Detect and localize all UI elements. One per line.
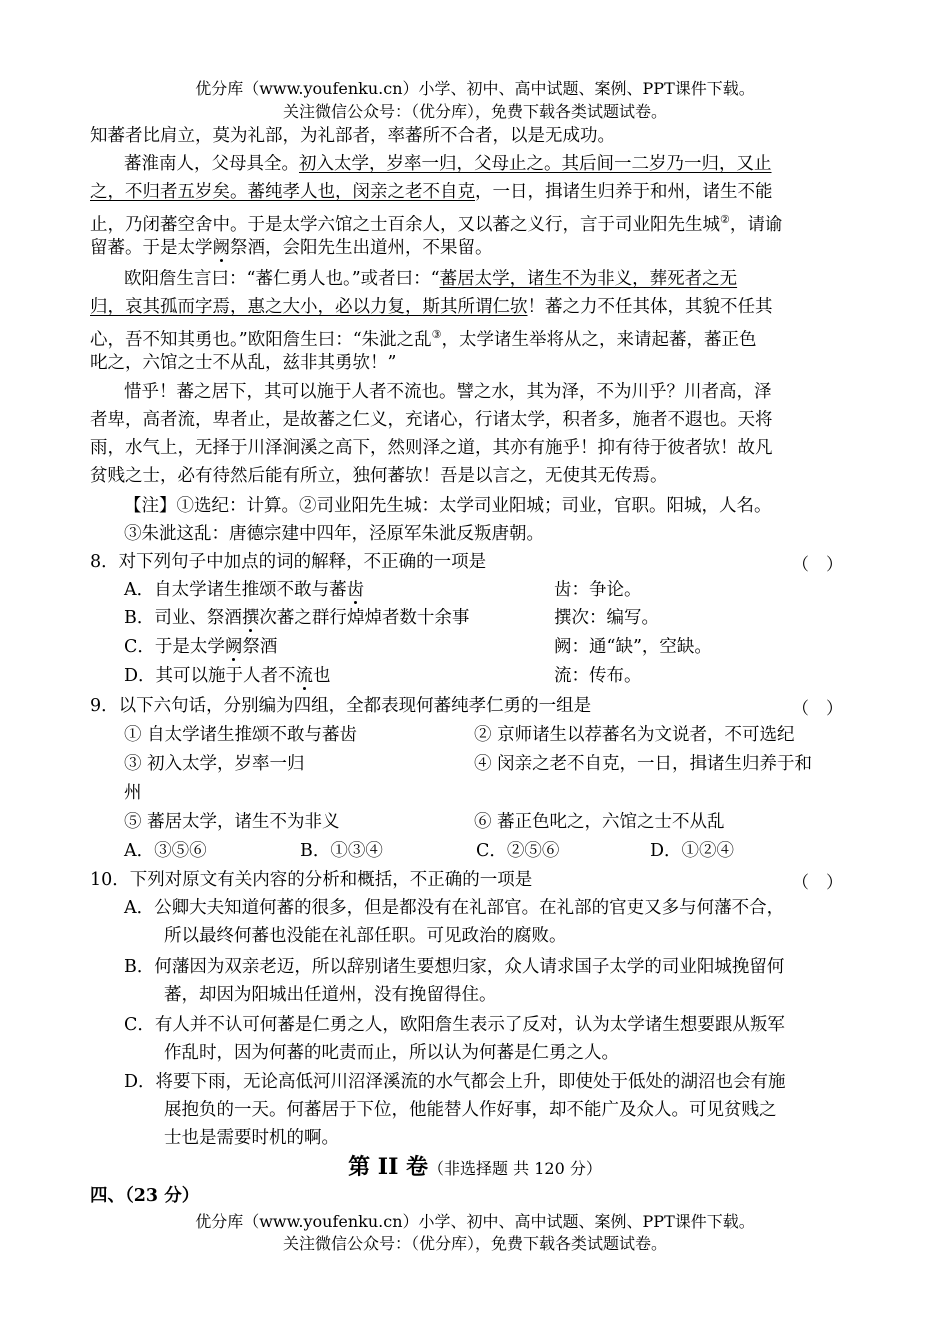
q10-option-d-line3: 士也是需要时机的啊。 <box>164 1128 339 1148</box>
q10-option-c-line1: C．有人并不认可何蕃是仁勇之人，欧阳詹生表示了反对，认为太学诸生想要跟从叛军 <box>124 1015 785 1035</box>
q10-option-a-line1: A．公卿大夫知道何蕃的很多，但是都没有在礼部官。在礼部的官吏又多与何藩不合， <box>124 898 785 918</box>
q9-item-6: ⑥ 蕃正色叱之，六馆之士不从乱 <box>474 812 725 832</box>
q9-item-4-cont: 州 <box>124 783 142 803</box>
q8-c-text2: 祭酒 <box>242 637 278 657</box>
p2-a: 欧阳詹生言曰：“蕃仁勇人也。”或者曰：“ <box>124 269 440 289</box>
q8-d-text2: 也 <box>313 666 331 686</box>
passage-p3-line1: 惜乎！蕃之居下，其可以施于人者不流也。譬之水，其为泽，不为川乎？川者高，泽 <box>124 382 772 402</box>
passage-p1-line2 <box>90 180 773 204</box>
q10-stem: 10．下列对原文有关内容的分析和概括，不正确的一项是 <box>90 870 533 890</box>
q8-b-text2: 次蕃之群行焯焯者数十余事 <box>259 608 470 628</box>
p1-g2: 祭酒，会阳先生出道州，不果留。 <box>230 238 493 258</box>
q10-option-d-line2: 展抱负的一天。何蕃居于下位，他能替人作好事，却不能广及众人。可见贫贱之 <box>164 1100 777 1120</box>
p2-d: ！蕃之力不任其体，其貌不任其 <box>527 297 773 317</box>
q8-stem: 8．对下列句子中加点的词的解释，不正确的一项是 <box>90 552 487 572</box>
q8-option-c-explain: 阙：通“缺”，空缺。 <box>554 637 712 657</box>
footer-line-1: 优分库（www.youfenku.cn）小学、初中、高中试题、案例、PPT课件下载。 <box>195 1212 755 1231</box>
q9-option-a[interactable]: A．③⑤⑥ <box>124 841 207 861</box>
passage-p3-line3: 雨，水气上，无择于川泽涧溪之高下，然则泽之道，其亦有施乎！抑有待于彼者欤！故凡 <box>90 438 773 458</box>
q8-d-dot-word: 流 <box>295 666 314 686</box>
passage-p2-line4: 叱之，六馆之士不从乱，兹非其勇欤！” <box>90 353 397 373</box>
q9-option-c[interactable]: C．②⑤⑥ <box>476 841 560 861</box>
p1-c: 之，不归者五岁矣。蕃纯孝人也，闵亲之老不自克 <box>90 182 475 202</box>
header-line-2: 关注微信公众号：（优分库），免费下载各类试题试卷。 <box>282 102 667 121</box>
q8-option-d-explain: 流：传布。 <box>554 666 642 686</box>
q8-d-text1: D．其可以施于人者不 <box>124 666 296 686</box>
p2-b: 蕃居太学，诸生不为非义，葬死者之无 <box>439 269 738 289</box>
q8-a-text: A．自太学诸生推颂不敢与蕃 <box>124 580 347 600</box>
p1-b: 初入太学，岁率一归，父母止之。其后间一二岁乃一归，又止 <box>299 154 772 174</box>
q8-b-dot-word: 撰 <box>241 608 260 628</box>
p1-d: ，一日，揖诸生归养于和州，诸生不能 <box>475 182 773 202</box>
section-2-heading <box>0 1155 950 1181</box>
q9-item-4: ④ 闵亲之老不自克，一日，揖诸生归养于和 <box>474 754 813 774</box>
passage-p2-line3 <box>90 323 757 352</box>
header-line-1: 优分库（www.youfenku.cn）小学、初中、高中试题、案例、PPT课件下载。 <box>195 79 755 98</box>
p1-f: ，请谕 <box>729 214 783 235</box>
q10-option-a-line2: 所以最终何蕃也没能在礼部任职。可见政治的腐败。 <box>164 926 567 946</box>
p1-dot-word: 阙 <box>212 238 230 258</box>
q9-option-b[interactable]: B．①③④ <box>300 841 383 861</box>
p1-a: 蕃淮南人，父母具全。 <box>124 154 299 174</box>
q9-item-3: ③ 初入太学，岁率一归 <box>124 754 305 774</box>
q8-a-dot-word: 齿 <box>346 580 365 600</box>
q9-stem: 9．以下六句话，分别编为四组，全都表现何蕃纯孝仁勇的一组是 <box>90 696 592 716</box>
q10-option-b-line1: B．何藩因为双亲老迈，所以辞别诸生要想归家，众人请求国子太学的司业阳城挽留何 <box>124 957 785 977</box>
section-2-subtitle: （非选择题 共 120 分） <box>428 1159 602 1178</box>
p1-sup: ② <box>720 213 730 226</box>
note-line-1: 【注】①选纪：计算。②司业阳先生城：太学司业阳城；司业，官职。阳城，人名。 <box>124 496 772 516</box>
q10-answer-paren[interactable]: （ ） <box>792 873 843 893</box>
q8-option-a-explain: 齿：争论。 <box>554 580 642 600</box>
q8-option-c <box>124 635 277 659</box>
passage-p3-line2: 者卑，高者流，卑者止，是故蕃之仁义，充诸心，行诸太学，积者多，施者不遐也。天将 <box>90 410 773 430</box>
q8-option-b <box>124 606 469 630</box>
p2-c: 归，哀其孤而字焉，惠之大小，必以力复，斯其所谓仁欤 <box>90 297 528 317</box>
q8-c-dot-word: 阙 <box>224 637 243 657</box>
section-2-title: 第 II 卷 <box>348 1154 429 1180</box>
passage-p3-line4: 贫贱之士，必有待然后能有所立，独何蕃欤！吾是以言之，无使其无传焉。 <box>90 466 668 486</box>
q8-c-text1: C．于是太学 <box>124 637 225 657</box>
part-4-heading: 四、（23 分） <box>90 1186 200 1206</box>
q8-option-b-explain: 撰次：编写。 <box>554 608 659 628</box>
passage-p0: 知蕃者比肩立，莫为礼部，为礼部者，率蕃所不合者，以是无成功。 <box>90 126 615 146</box>
p1-e: 止，乃闭蕃空舍中。于是太学六馆之士百余人，又以蕃之义行，言于司业阳先生城 <box>90 214 720 235</box>
note-line-2: ③朱泚这乱：唐德宗建中四年，泾原军朱泚反叛唐朝。 <box>124 524 544 544</box>
p1-g1: 留蕃。于是太学 <box>90 238 213 258</box>
q9-item-2: ② 京师诸生以荐蕃名为文说者，不可选纪 <box>474 725 795 745</box>
q9-item-1: ① 自太学诸生推颂不敢与蕃齿 <box>124 725 358 745</box>
q10-option-b-line2: 蕃，却因为阳城出任道州，没有挽留得住。 <box>164 985 497 1005</box>
q8-option-a <box>124 578 364 602</box>
passage-p1-line1 <box>124 152 772 176</box>
q9-item-5: ⑤ 蕃居太学，诸生不为非义 <box>124 812 340 832</box>
q9-option-d[interactable]: D．①②④ <box>650 841 735 861</box>
q10-option-d-line1: D．将要下雨，无论高低河川沼泽溪流的水气都会上升，即使处于低处的湖沼也会有施 <box>124 1072 786 1092</box>
passage-p1-line3 <box>90 208 782 237</box>
q9-answer-paren[interactable]: （ ） <box>792 699 843 719</box>
p2-f: ，太学诸生举将从之，来请起蕃，蕃正色 <box>441 329 757 350</box>
q8-b-text1: B．司业、祭酒 <box>124 608 242 628</box>
q8-answer-paren[interactable]: （ ） <box>792 555 843 575</box>
passage-p2-line2 <box>90 295 773 319</box>
q8-option-d <box>124 664 331 688</box>
p2-e: 心，吾不知其勇也。”欧阳詹生曰：“朱泚之乱 <box>90 329 432 350</box>
passage-p2-line1 <box>124 267 737 291</box>
p2-sup: ③ <box>431 328 442 341</box>
q10-option-c-line2: 作乱时，因为何蕃的叱责而止，所以认为何蕃是仁勇之人。 <box>164 1043 619 1063</box>
footer-line-2: 关注微信公众号：（优分库），免费下载各类试题试卷。 <box>282 1234 667 1253</box>
passage-p1-line4 <box>90 236 493 260</box>
